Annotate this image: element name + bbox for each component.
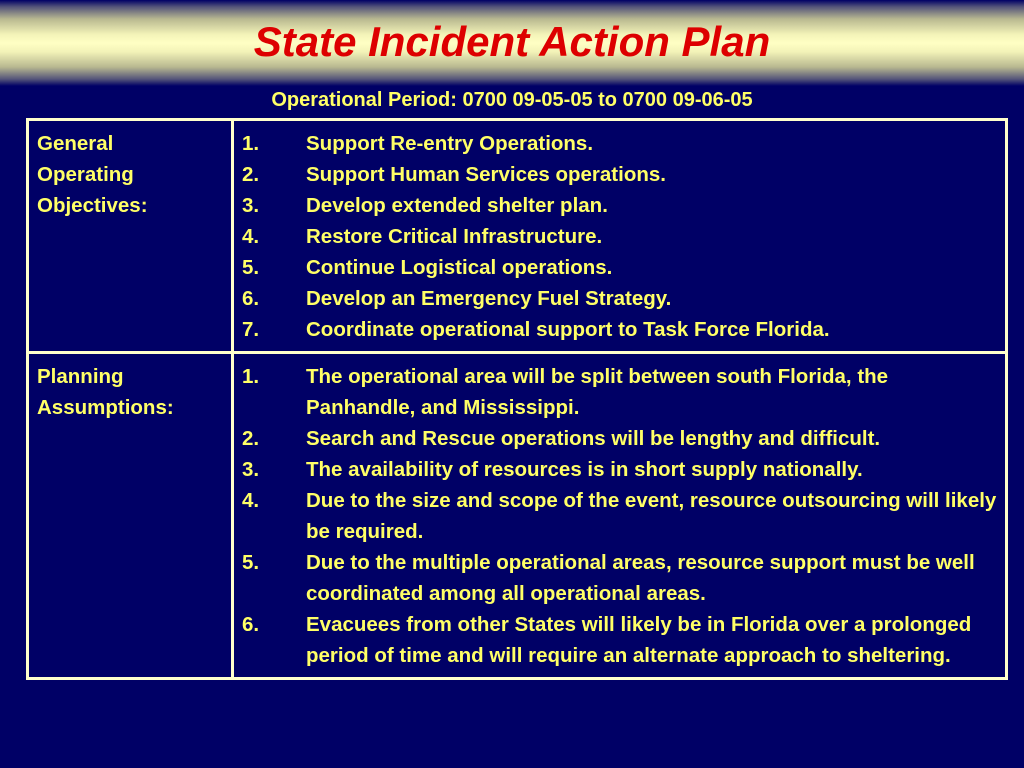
title-band <box>0 0 1024 86</box>
item-number: 2. <box>242 163 260 186</box>
page-title: State Incident Action Plan <box>253 18 771 65</box>
item-text: Evacuees from other States will likely be in Florida over a prolonged period of time and will require an alternate approach to sheltering. <box>306 613 972 667</box>
item-number: 7. <box>242 318 260 341</box>
table-row-assumptions <box>28 353 1007 679</box>
item-number: 6. <box>242 287 260 310</box>
list-item <box>242 314 1001 345</box>
item-number: 2. <box>242 427 260 450</box>
table-row-objectives <box>28 120 1007 353</box>
item-number: 5. <box>242 551 260 574</box>
objectives-list-cell <box>233 120 1007 353</box>
objectives-list <box>242 128 1001 345</box>
item-number: 4. <box>242 489 260 512</box>
assumptions-list-cell <box>233 353 1007 679</box>
item-text: Restore Critical Infrastructure. <box>306 225 603 248</box>
item-text: Continue Logistical operations. <box>306 256 613 279</box>
item-number: 5. <box>242 256 260 279</box>
assumptions-label-text: Planning Assumptions: <box>37 365 174 419</box>
item-text: Coordinate operational support to Task Force Florida. <box>306 318 830 341</box>
list-item <box>242 547 1001 609</box>
item-number: 1. <box>242 132 260 155</box>
item-text: Support Re-entry Operations. <box>306 132 594 155</box>
list-item <box>242 485 1001 547</box>
list-item <box>242 361 1001 423</box>
item-number: 4. <box>242 225 260 248</box>
item-text: Due to the multiple operational areas, resource support must be well coordinated among all operational areas. <box>306 551 975 605</box>
assumptions-label <box>28 353 233 679</box>
item-text: Develop extended shelter plan. <box>306 194 608 217</box>
list-item <box>242 221 1001 252</box>
item-number: 3. <box>242 194 260 217</box>
list-item <box>242 252 1001 283</box>
objectives-label-text: General Operating Objectives: <box>37 132 148 217</box>
operational-period: Operational Period: 0700 09-05-05 to 0700 09-06-05 <box>271 89 753 111</box>
list-item <box>242 283 1001 314</box>
assumptions-list <box>242 361 1001 671</box>
list-item <box>242 454 1001 485</box>
item-text: The availability of resources is in short supply nationally. <box>306 458 863 481</box>
list-item <box>242 609 1001 671</box>
item-text: The operational area will be split between south Florida, the Panhandle, and Mississippi. <box>306 365 889 419</box>
item-text: Search and Rescue operations will be lengthy and difficult. <box>306 427 881 450</box>
list-item <box>242 159 1001 190</box>
item-number: 1. <box>242 365 260 388</box>
list-item <box>242 128 1001 159</box>
item-number: 6. <box>242 613 260 636</box>
item-text: Develop an Emergency Fuel Strategy. <box>306 287 672 310</box>
list-item <box>242 190 1001 221</box>
item-number: 3. <box>242 458 260 481</box>
plan-table <box>26 118 1008 680</box>
item-text: Due to the size and scope of the event, resource outsourcing will likely be required. <box>306 489 997 543</box>
objectives-label <box>28 120 233 353</box>
list-item <box>242 423 1001 454</box>
item-text: Support Human Services operations. <box>306 163 666 186</box>
